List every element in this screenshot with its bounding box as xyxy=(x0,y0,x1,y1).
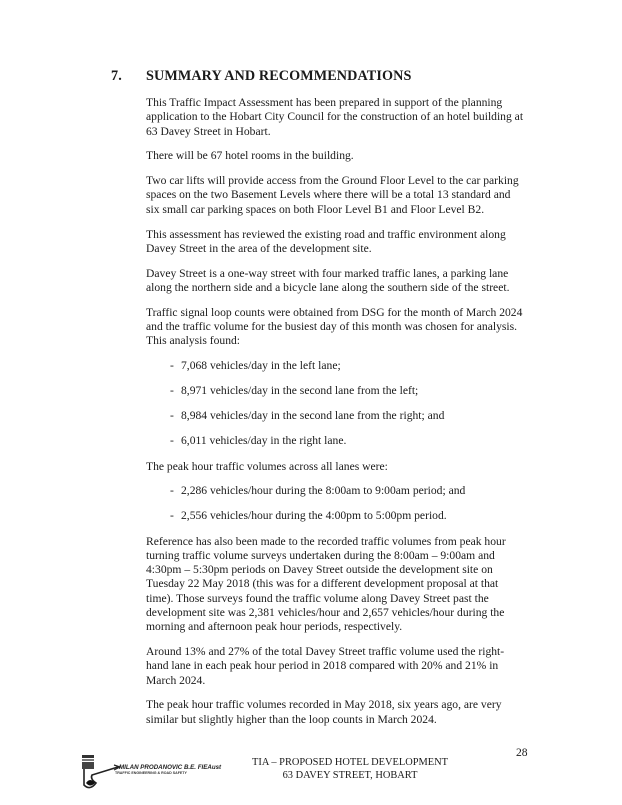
paragraph-comparison: The peak hour traffic volumes recorded in May 2018, six years ago, are very similar but slightly higher than the loop counts in March 2024. xyxy=(146,698,502,726)
list-item: - 2,286 vehicles/hour during the 8:00am to 9:00am period; and xyxy=(170,484,466,498)
list-item: - 8,971 vehicles/day in the second lane from the left; xyxy=(170,384,419,398)
list-item: - 6,011 vehicles/day in the right lane. xyxy=(170,434,347,448)
paragraph-2018-surveys: Reference has also been made to the recorded traffic volumes from peak hour turning traffic volume surveys undertaken during the 8:00am – 9:00am and 4:30pm – 5:30pm periods on Davey Street outside the development site on Tuesday 22 May 2018 (this was for a different development proposal at that time). Those surveys found the traffic volume along Davey Street past the development site was 2,381 vehicles/hour and 2,657 vehicles/hour during the morning and afternoon peak hour periods, respectively. xyxy=(146,534,506,634)
list-item: - 2,556 vehicles/hour during the 4:00pm to 5:00pm period. xyxy=(170,509,447,523)
paragraph-street-description: Davey Street is a one-way street with four marked traffic lanes, a parking lane along the northern side and a bicycle lane along the southern side of the street. xyxy=(146,266,510,294)
page-footer xyxy=(250,757,450,782)
section-number: 7. xyxy=(111,68,122,84)
list-marker: - xyxy=(170,384,174,398)
list-marker: - xyxy=(170,409,174,423)
paragraph-review: This assessment has reviewed the existing road and traffic environment along Davey Street in the area of the development site. xyxy=(146,227,506,255)
peak-volume-list xyxy=(146,484,526,523)
paragraph-right-lane-share: Around 13% and 27% of the total Davey Street traffic volume used the right-hand lane in each peak hour period in 2018 compared with 20% and 21% in March 2024. xyxy=(146,645,505,687)
section-body xyxy=(146,96,526,738)
list-marker: - xyxy=(170,359,174,373)
list-item: - 8,984 vehicles/day in the second lane from the right; and xyxy=(170,409,445,423)
list-marker: - xyxy=(170,484,174,498)
daily-volume-list xyxy=(146,359,526,449)
list-item: - 7,068 vehicles/day in the left lane; xyxy=(170,359,341,373)
page-number: 28 xyxy=(516,746,528,759)
logo-tagline: TRAFFIC ENGINEERING & ROAD SAFETY xyxy=(115,771,187,775)
section-title: SUMMARY AND RECOMMENDATIONS xyxy=(146,68,412,84)
paragraph-parking: Two car lifts will provide access from the Ground Floor Level to the car parking spaces on the two Basement Levels where there will be a total 13 standard and six small car parking spaces on both Floor Level B1 and Floor Level B2. xyxy=(146,174,519,216)
paragraph-loop-counts: Traffic signal loop counts were obtained from DSG for the month of March 2024 and the traffic volume for the busiest day of this month was chosen for analysis. This analysis found: xyxy=(146,305,523,348)
paragraph-intro: This Traffic Impact Assessment has been prepared in support of the planning application to the Hobart City Council for the construction of an hotel building at 63 Davey Street in Hobart. xyxy=(146,96,524,138)
list-marker: - xyxy=(170,434,174,448)
paragraph-peak-intro: The peak hour traffic volumes across all lanes were: xyxy=(146,459,388,473)
footer-line-title: TIA – PROPOSED HOTEL DEVELOPMENT xyxy=(252,757,448,768)
company-logo xyxy=(80,753,222,793)
footer-line-address: 63 DAVEY STREET, HOBART xyxy=(282,769,418,781)
list-marker: - xyxy=(170,509,174,523)
logo-name: MILAN PRODANOVIC B.E. FIEAust xyxy=(119,764,222,771)
paragraph-rooms: There will be 67 hotel rooms in the building. xyxy=(146,149,354,163)
